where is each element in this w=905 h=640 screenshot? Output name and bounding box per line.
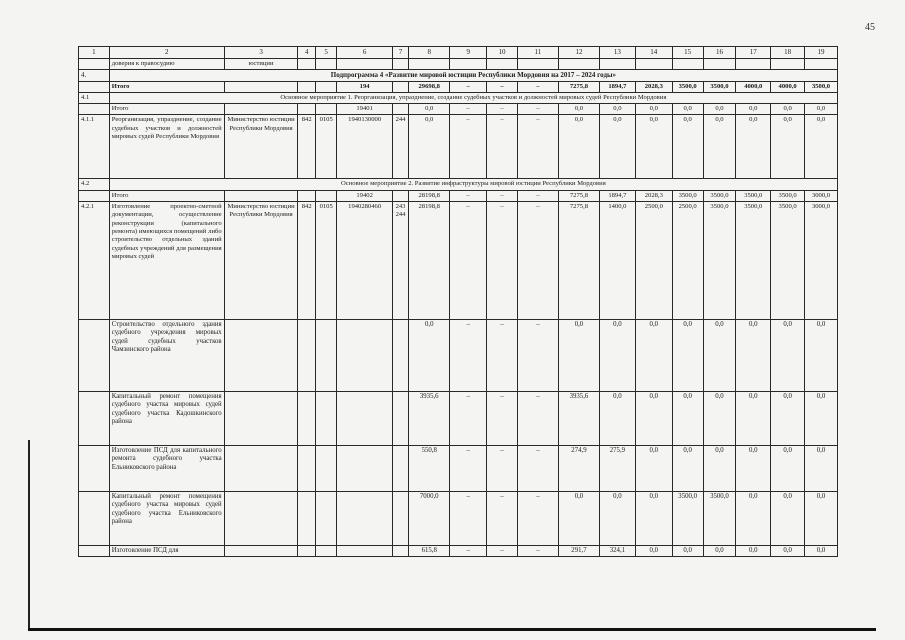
sub-item-name: Капитальный ремонт помещения судебного участка мировых судей судебного участка Кадошкинского района [109, 392, 224, 446]
value-cell: 7000,0 [409, 492, 450, 546]
value-cell: 0,0 [672, 115, 703, 179]
value-cell: – [517, 320, 558, 392]
value-cell: 0,0 [703, 104, 736, 115]
value-cell: 0,0 [805, 320, 838, 392]
col-header: 5 [315, 47, 337, 59]
col-header: 6 [337, 47, 392, 59]
value-cell: – [517, 392, 558, 446]
sub-item-name: Изготовление ПСД для капитального ремонта судебного участка Ельниковского района [109, 446, 224, 492]
total-label: Итого [109, 190, 224, 201]
value-cell: 0,0 [599, 492, 635, 546]
col-header: 15 [672, 47, 703, 59]
value-cell: 3935,6 [409, 392, 450, 446]
item-executor: Министерство юстиции Республики Мордовия [224, 115, 298, 179]
value-cell: – [487, 104, 518, 115]
value-cell: 0,0 [635, 546, 672, 557]
sub-item-row [79, 446, 838, 492]
total-code: 19401 [337, 104, 392, 115]
value-cell: – [450, 446, 487, 492]
value-cell: 615,8 [409, 546, 450, 557]
value-cell: 3500,0 [805, 81, 838, 92]
value-cell: 0,0 [736, 392, 771, 446]
value-cell: – [517, 115, 558, 179]
measure1-title-row [79, 92, 838, 103]
value-cell: – [487, 81, 518, 92]
value-cell: – [487, 190, 518, 201]
value-cell: 0,0 [635, 392, 672, 446]
item-name: Изготовление проектно-сметной документации, осуществление реконструкции (капитального ремонта) имеющихся помещений либо строительство отдельных зданий судебных учреждений для размещения мировых судей [109, 202, 224, 320]
carry-over-row [79, 59, 838, 70]
value-cell: 0,0 [635, 492, 672, 546]
value-cell: 4000,0 [736, 81, 771, 92]
value-cell: 324,1 [599, 546, 635, 557]
value-cell: 0,0 [771, 104, 805, 115]
value-cell: 0,0 [635, 446, 672, 492]
value-cell: – [517, 492, 558, 546]
total-code: 194 [337, 81, 392, 92]
value-cell: 0,0 [703, 115, 736, 179]
rzpr-code: 0105 [315, 202, 337, 320]
value-cell: – [517, 81, 558, 92]
col-header: 10 [487, 47, 518, 59]
value-cell: 0,0 [805, 546, 838, 557]
value-cell: 0,0 [635, 104, 672, 115]
value-cell: 0,0 [736, 492, 771, 546]
subprogram-total-row [79, 81, 838, 92]
sub-item-row [79, 546, 838, 557]
value-cell: – [450, 202, 487, 320]
value-cell: 3500,0 [703, 190, 736, 201]
item-4-2-1-row [79, 202, 838, 320]
col-header: 4 [298, 47, 315, 59]
item-number: 4.2.1 [79, 202, 110, 320]
value-cell: 0,0 [771, 320, 805, 392]
total-label: Итого [109, 81, 224, 92]
column-number-row [79, 47, 838, 59]
carry-over-name: доверия к правосудию [109, 59, 224, 70]
value-cell: 3500,0 [672, 492, 703, 546]
subprogram-title-row [79, 70, 838, 81]
value-cell: 550,8 [409, 446, 450, 492]
value-cell: 4000,0 [771, 81, 805, 92]
csr-code: 1940280460 [337, 202, 392, 320]
value-cell: 2500,0 [635, 202, 672, 320]
value-cell: 3500,0 [771, 202, 805, 320]
measure-title: Основное мероприятие 1. Реорганизация, упразднение, создание судебных участков и должностей мировых судей Республики Мордовия [109, 92, 837, 103]
subprogram-title: Подпрограмма 4 «Развитие мировой юстиции Республики Мордовия на 2017 – 2024 годы» [109, 70, 837, 81]
value-cell: 0,0 [558, 104, 599, 115]
value-cell: 0,0 [805, 492, 838, 546]
value-cell: 0,0 [635, 115, 672, 179]
value-cell: 3000,0 [805, 190, 838, 201]
value-cell: – [450, 81, 487, 92]
value-cell: 3500,0 [736, 190, 771, 201]
value-cell: – [517, 202, 558, 320]
scan-bottom-edge [28, 628, 876, 631]
value-cell: 275,9 [599, 446, 635, 492]
value-cell: 0,0 [703, 392, 736, 446]
grbs-code: 842 [298, 115, 315, 179]
value-cell: 0,0 [558, 115, 599, 179]
value-cell: 0,0 [672, 446, 703, 492]
subprogram-number: 4. [79, 70, 110, 81]
value-cell: – [450, 104, 487, 115]
value-cell: – [450, 492, 487, 546]
measure2-total-row [79, 190, 838, 201]
col-header: 7 [392, 47, 408, 59]
value-cell: 3935,6 [558, 392, 599, 446]
measure-number: 4.1 [79, 92, 110, 103]
value-cell: 0,0 [558, 492, 599, 546]
value-cell: 0,0 [805, 104, 838, 115]
col-header: 2 [109, 47, 224, 59]
measure1-total-row [79, 104, 838, 115]
value-cell: 0,0 [736, 115, 771, 179]
value-cell: 1894,7 [599, 81, 635, 92]
item-name: Реорганизация, упразднение, создание судебных участков и должностей мировых судей Республики Мордовия [109, 115, 224, 179]
value-cell: – [487, 492, 518, 546]
value-cell: 0,0 [805, 392, 838, 446]
value-cell: 2500,0 [672, 202, 703, 320]
budget-table-container [78, 46, 838, 557]
measure-number: 4.2 [79, 179, 110, 190]
sub-item-name: Капитальный ремонт помещения судебного участка мировых судей судебного участка Ельниковского района [109, 492, 224, 546]
total-code: 19402 [337, 190, 392, 201]
value-cell: 0,0 [703, 446, 736, 492]
value-cell: 3500,0 [703, 492, 736, 546]
col-header: 9 [450, 47, 487, 59]
value-cell: 0,0 [771, 115, 805, 179]
value-cell: 0,0 [805, 446, 838, 492]
value-cell: – [487, 202, 518, 320]
sub-item-row [79, 392, 838, 446]
sub-item-row [79, 320, 838, 392]
value-cell: 29698,8 [409, 81, 450, 92]
value-cell: 0,0 [599, 115, 635, 179]
value-cell: 0,0 [771, 546, 805, 557]
value-cell: – [487, 546, 518, 557]
value-cell: 28198,8 [409, 202, 450, 320]
value-cell: 3500,0 [672, 81, 703, 92]
value-cell: 2028,3 [635, 190, 672, 201]
measure2-title-row [79, 179, 838, 190]
carry-over-executor: юстиции [224, 59, 298, 70]
item-4-1-1-row [79, 115, 838, 179]
scan-left-edge [28, 440, 30, 630]
rzpr-code: 0105 [315, 115, 337, 179]
value-cell: 0,0 [736, 546, 771, 557]
vr-code: 243 244 [392, 202, 408, 320]
value-cell: 0,0 [771, 392, 805, 446]
value-cell: 0,0 [409, 115, 450, 179]
sub-item-row [79, 492, 838, 546]
value-cell: 0,0 [703, 546, 736, 557]
col-header: 16 [703, 47, 736, 59]
sub-item-name: Изготовление ПСД для [109, 546, 224, 557]
value-cell: – [487, 115, 518, 179]
col-header: 11 [517, 47, 558, 59]
value-cell: 0,0 [672, 392, 703, 446]
value-cell: – [487, 446, 518, 492]
col-header: 3 [224, 47, 298, 59]
item-number: 4.1.1 [79, 115, 110, 179]
col-header: 8 [409, 47, 450, 59]
value-cell: – [450, 320, 487, 392]
value-cell: – [450, 392, 487, 446]
col-header: 13 [599, 47, 635, 59]
value-cell: – [487, 392, 518, 446]
value-cell: 0,0 [771, 492, 805, 546]
value-cell: – [487, 320, 518, 392]
col-header: 12 [558, 47, 599, 59]
item-executor: Министерство юстиции Республики Мордовия [224, 202, 298, 320]
value-cell: 3500,0 [703, 202, 736, 320]
value-cell: 0,0 [635, 320, 672, 392]
budget-table [78, 46, 838, 557]
col-header: 1 [79, 47, 110, 59]
value-cell: – [450, 546, 487, 557]
value-cell: 0,0 [672, 104, 703, 115]
measure-title: Основное мероприятие 2. Развитие инфраструктуры мировой юстиции Республики Мордовия [109, 179, 837, 190]
sub-item-name: Строительство отдельного здания судебного учреждения мировых судей судебных участков Чамзинского района [109, 320, 224, 392]
value-cell: – [517, 546, 558, 557]
value-cell: 0,0 [558, 320, 599, 392]
vr-code: 244 [392, 115, 408, 179]
value-cell: – [517, 104, 558, 115]
value-cell: 291,7 [558, 546, 599, 557]
value-cell: 7275,8 [558, 202, 599, 320]
value-cell: 3500,0 [672, 190, 703, 201]
value-cell: 0,0 [736, 104, 771, 115]
value-cell: – [517, 190, 558, 201]
value-cell: 28198,8 [409, 190, 450, 201]
value-cell: 0,0 [771, 446, 805, 492]
value-cell: 274,9 [558, 446, 599, 492]
page-number: 45 [865, 22, 875, 33]
value-cell: – [517, 446, 558, 492]
value-cell: 3500,0 [771, 190, 805, 201]
value-cell: 3500,0 [703, 81, 736, 92]
value-cell: – [450, 115, 487, 179]
value-cell: 0,0 [409, 320, 450, 392]
value-cell: 0,0 [703, 320, 736, 392]
value-cell: 0,0 [736, 446, 771, 492]
value-cell: 0,0 [409, 104, 450, 115]
total-label: Итого [109, 104, 224, 115]
value-cell: 0,0 [672, 320, 703, 392]
value-cell: 0,0 [805, 115, 838, 179]
col-header: 17 [736, 47, 771, 59]
col-header: 19 [805, 47, 838, 59]
value-cell: 3500,0 [736, 202, 771, 320]
col-header: 14 [635, 47, 672, 59]
col-header: 18 [771, 47, 805, 59]
value-cell: 2028,3 [635, 81, 672, 92]
value-cell: 3000,0 [805, 202, 838, 320]
grbs-code: 842 [298, 202, 315, 320]
value-cell: – [450, 190, 487, 201]
value-cell: 0,0 [672, 546, 703, 557]
value-cell: 1894,7 [599, 190, 635, 201]
value-cell: 0,0 [599, 320, 635, 392]
value-cell: 1400,0 [599, 202, 635, 320]
csr-code: 1940130000 [337, 115, 392, 179]
value-cell: 7275,8 [558, 81, 599, 92]
value-cell: 0,0 [599, 104, 635, 115]
value-cell: 7275,8 [558, 190, 599, 201]
value-cell: 0,0 [599, 392, 635, 446]
value-cell: 0,0 [736, 320, 771, 392]
